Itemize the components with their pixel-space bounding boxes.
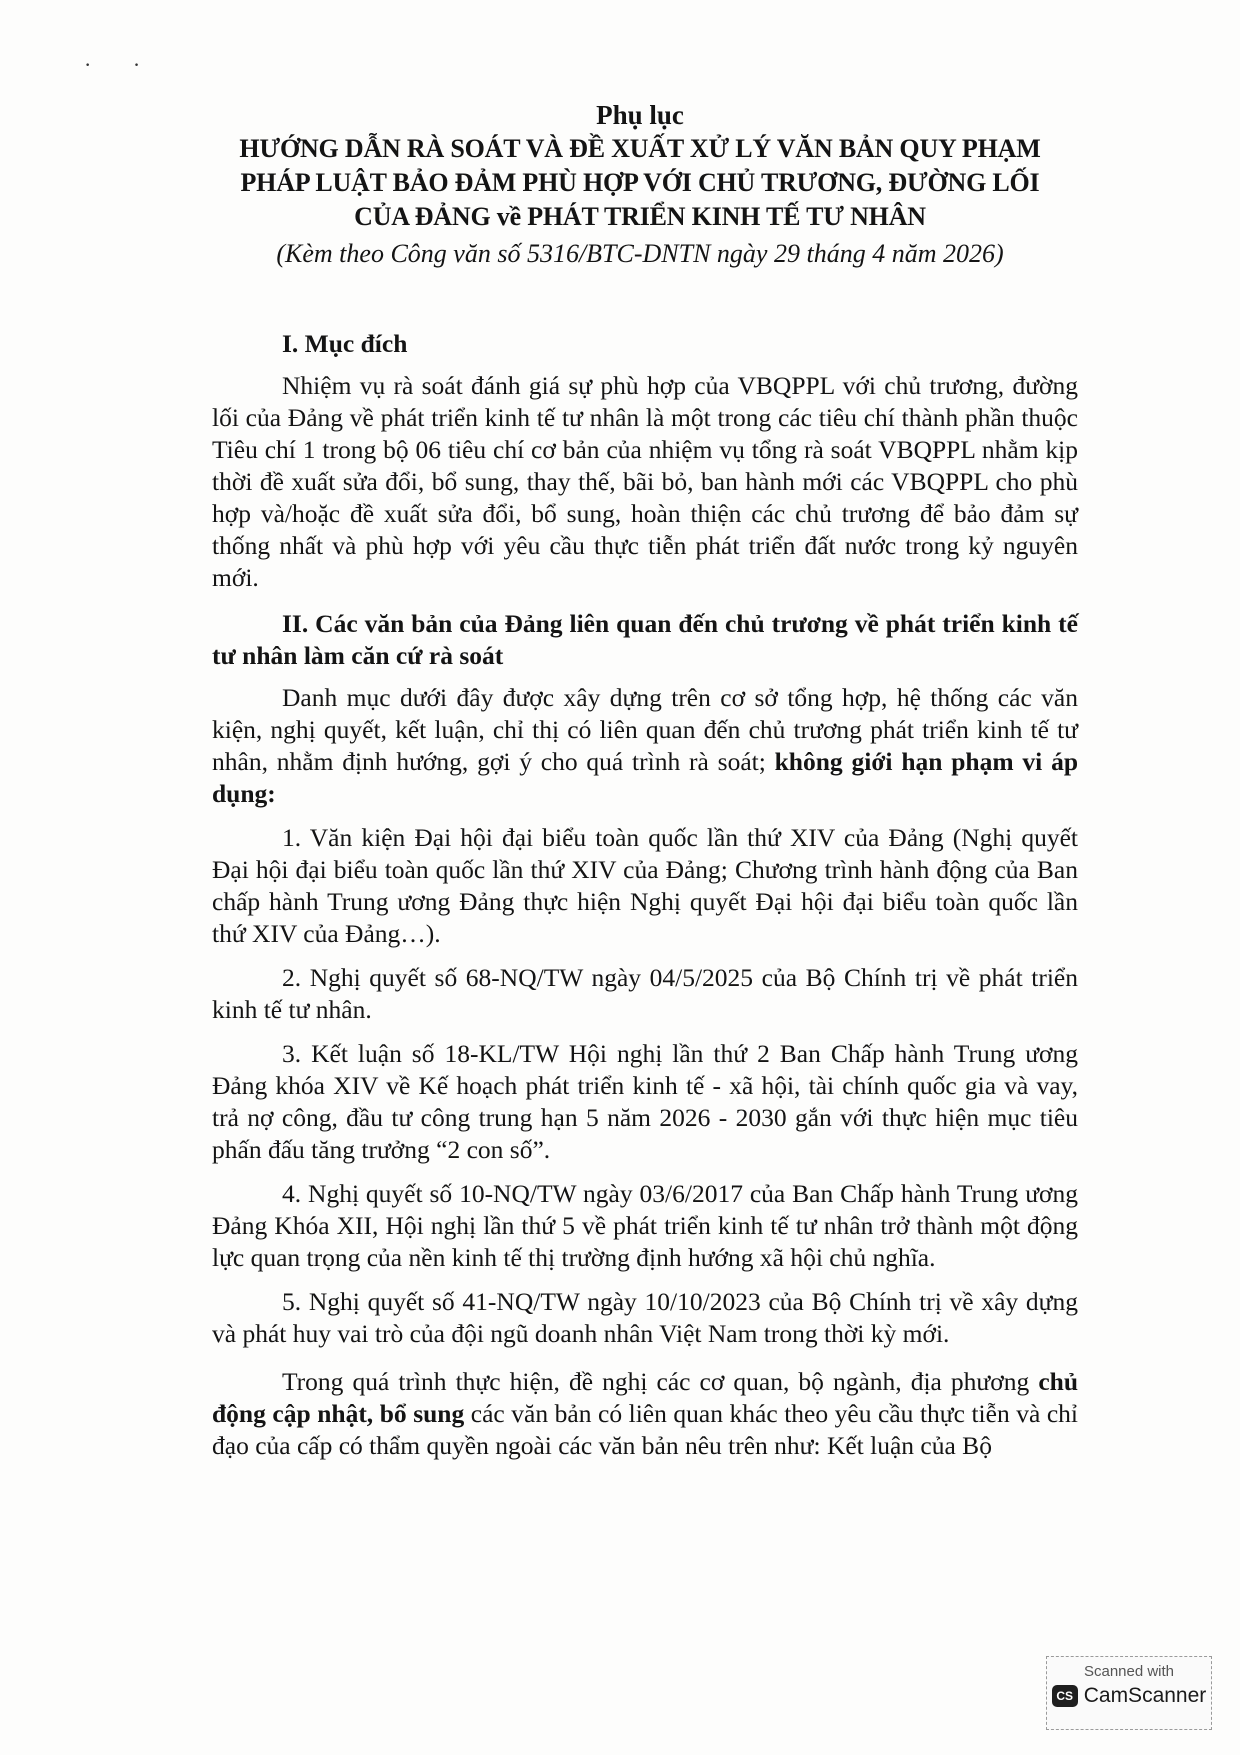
watermark-brand	[1047, 1684, 1211, 1708]
section-2-intro-emphasis: không giới hạn phạm vi áp dụng:	[212, 747, 1078, 808]
closing-text-before: Trong quá trình thực hiện, đề nghị các cơ quan, bộ ngành, địa phương	[282, 1367, 1030, 1396]
section-1-heading: I. Mục đích	[282, 329, 408, 358]
closing-emphasis: chủ động cập nhật, bổ sung	[212, 1367, 1078, 1428]
list-item-4: 4. Nghị quyết số 10-NQ/TW ngày 03/6/2017 của Ban Chấp hành Trung ương Đảng Khóa XII, Hội nghị lần thứ 5 về phát triển kinh tế tư nhân trở thành một động lực quan trọng của nền kinh tế thị trường định hướng xã hội chủ nghĩa.	[212, 1179, 1078, 1272]
camscanner-watermark	[1046, 1656, 1212, 1730]
list-item-2: 2. Nghị quyết số 68-NQ/TW ngày 04/5/2025 của Bộ Chính trị về phát triển kinh tế tư nhân.	[212, 963, 1078, 1024]
appendix-label: Phụ lục	[596, 100, 684, 130]
closing-text-after: các văn bản có liên quan khác theo yêu cầu thực tiễn và chỉ đạo của cấp có thẩm quyền ngoài các văn bản nêu trên như: Kết luận của Bộ	[212, 1399, 1079, 1460]
camscanner-logo-icon: CS	[1052, 1685, 1078, 1707]
title-line-2: PHÁP LUẬT BẢO ĐẢM PHÙ HỢP VỚI CHỦ TRƯƠNG, ĐƯỜNG LỐI	[240, 168, 1040, 197]
list-item-1: 1. Văn kiện Đại hội đại biểu toàn quốc lần thứ XIV của Đảng (Nghị quyết Đại hội đại biểu toàn quốc lần thứ XIV của Đảng; Chương trình hành động của Ban chấp hành Trung ương Đảng thực hiện Nghị quyết Đại hội đại biểu toàn quốc lần thứ XIV của Đảng…).	[212, 823, 1078, 948]
title-line-3: CỦA ĐẢNG về PHÁT TRIỂN KINH TẾ TƯ NHÂN	[354, 202, 926, 231]
section-2-heading: II. Các văn bản của Đảng liên quan đến chủ trương về phát triển kinh tế tư nhân làm căn cứ rà soát	[212, 609, 1078, 670]
section-2-intro	[212, 682, 1078, 810]
scan-speck-marks: · ·	[84, 52, 159, 77]
watermark-caption: Scanned with	[1083, 1663, 1175, 1680]
section-1-paragraph: Nhiệm vụ rà soát đánh giá sự phù hợp của VBQPPL với chủ trương, đường lối của Đảng về phát triển kinh tế tư nhân là một trong các tiêu chí thành phần thuộc Tiêu chí 1 trong bộ 06 tiêu chí cơ bản của nhiệm vụ tổng rà soát VBQPPL nhằm kịp thời đề xuất sửa đổi, bổ sung, thay thế, bãi bỏ, ban hành mới các VBQPPL cho phù hợp và/hoặc đề xuất sửa đổi, bổ sung, hoàn thiện các chủ trương để bảo đảm sự thống nhất và phù hợp với yêu cầu thực tiễn phát triển đất nước trong kỷ nguyên mới.	[212, 371, 1078, 592]
watermark-brand-name: CamScanner	[1083, 1684, 1207, 1707]
closing-paragraph	[212, 1366, 1078, 1462]
list-item-3: 3. Kết luận số 18-KL/TW Hội nghị lần thứ 2 Ban Chấp hành Trung ương Đảng khóa XIV về Kế hoạch phát triển kinh tế - xã hội, tài chính quốc gia và vay, trả nợ công, đầu tư công trung hạn 5 năm 2026 - 2030 gắn với thực hiện mục tiêu phấn đấu tăng trưởng “2 con số”.	[212, 1039, 1078, 1164]
list-item-5: 5. Nghị quyết số 41-NQ/TW ngày 10/10/2023 của Bộ Chính trị về xây dựng và phát huy vai trò của đội ngũ doanh nhân Việt Nam trong thời kỳ mới.	[212, 1287, 1078, 1348]
document-header	[200, 98, 1080, 272]
document-body	[212, 328, 1078, 1474]
title-line-1: HƯỚNG DẪN RÀ SOÁT VÀ ĐỀ XUẤT XỬ LÝ VĂN BẢN QUY PHẠM	[239, 134, 1041, 163]
document-subtitle: (Kèm theo Công văn số 5316/BTC-DNTN ngày 29 tháng 4 năm 2026)	[276, 239, 1004, 268]
section-2-intro-text: Danh mục dưới đây được xây dựng trên cơ sở tổng hợp, hệ thống các văn kiện, nghị quyết, kết luận, chỉ thị có liên quan đến chủ trương phát triển kinh tế tư nhân, nhằm định hướng, gợi ý cho quá trình rà soát;	[212, 683, 1078, 776]
